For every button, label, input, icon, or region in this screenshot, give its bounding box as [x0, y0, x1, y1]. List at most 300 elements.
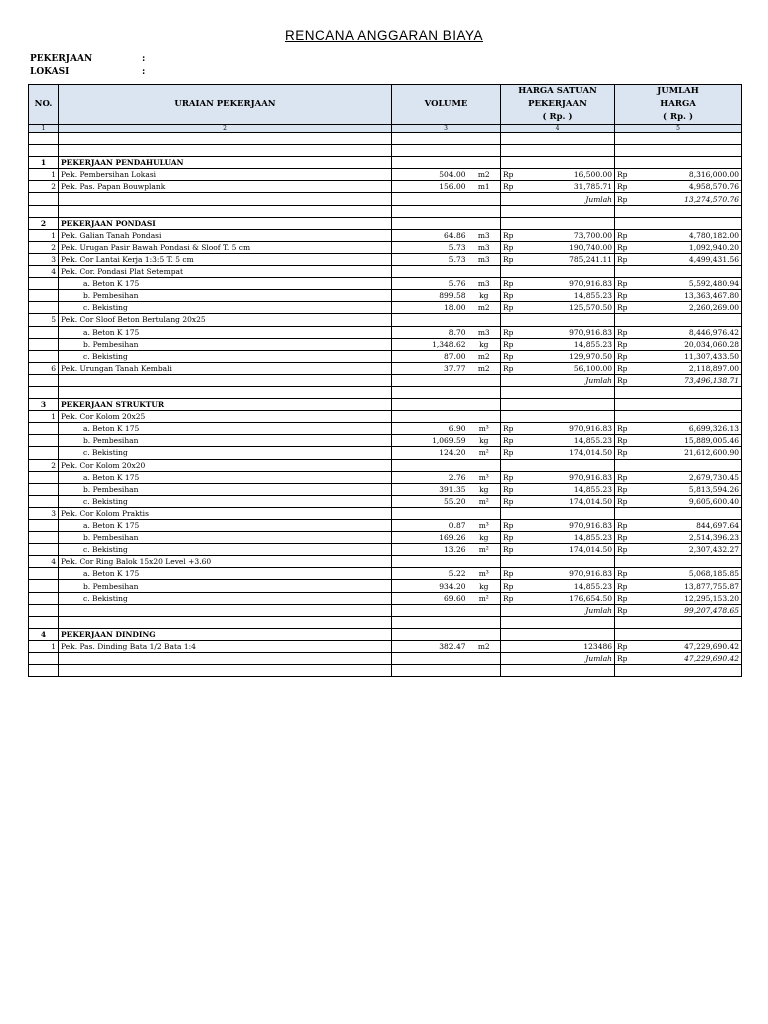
- empty-cell: [615, 157, 633, 169]
- item-volume: 1,069.59: [392, 435, 468, 447]
- item-unit: m²: [468, 592, 501, 604]
- currency-label: Rp: [615, 253, 633, 265]
- subtotal-row: [29, 374, 742, 386]
- item-description: Pek. Cor. Pondasi Plat Setempat: [59, 266, 392, 278]
- currency-label: Rp: [501, 181, 517, 193]
- unit-price: 970,916.83: [517, 326, 615, 338]
- empty-cell: [517, 616, 615, 628]
- item-number: [29, 338, 59, 350]
- total-price: 21,612,600.90: [633, 447, 742, 459]
- item-unit: m³: [468, 520, 501, 532]
- empty-cell: [59, 386, 392, 398]
- item-number: [29, 290, 59, 302]
- sub-item-row: [29, 471, 742, 483]
- item-number: [29, 592, 59, 604]
- item-unit: m²: [468, 495, 501, 507]
- empty-cell: [615, 205, 633, 217]
- blank-row: [29, 386, 742, 398]
- currency-label: Rp: [501, 338, 517, 350]
- item-unit: m³: [468, 568, 501, 580]
- item-description: Pek. Cor Sloof Beton Bertulang 20x25: [59, 314, 392, 326]
- currency-label: Rp: [615, 350, 633, 362]
- item-number: [29, 568, 59, 580]
- item-unit: kg: [468, 532, 501, 544]
- item-number: 3: [29, 253, 59, 265]
- currency-label: Rp: [615, 290, 633, 302]
- empty-cell: [633, 386, 742, 398]
- empty-cell: [633, 399, 742, 411]
- total-price: 13,877,755.87: [633, 580, 742, 592]
- item-volume: 18.00: [392, 302, 468, 314]
- total-price: 20,034,060.28: [633, 338, 742, 350]
- item-unit: m3: [468, 229, 501, 241]
- unit-price: 176,654.50: [517, 592, 615, 604]
- item-volume: 0.87: [392, 520, 468, 532]
- subtotal-value: 99,207,478.65: [633, 604, 742, 616]
- unit-price: [517, 266, 615, 278]
- empty-cell: [29, 145, 59, 157]
- item-volume: 382.47: [392, 640, 468, 652]
- item-description: Pek. Cor Kolom 20x25: [59, 411, 392, 423]
- item-unit: [468, 507, 501, 519]
- item-number: 3: [29, 507, 59, 519]
- currency-label: [501, 556, 517, 568]
- item-unit: m2: [468, 350, 501, 362]
- item-number: 1: [29, 229, 59, 241]
- empty-cell: [615, 399, 633, 411]
- empty-cell: [501, 157, 517, 169]
- empty-cell: [468, 133, 501, 145]
- blank-row: [29, 133, 742, 145]
- currency-label: Rp: [501, 471, 517, 483]
- item-row: [29, 640, 742, 652]
- currency-label: Rp: [501, 362, 517, 374]
- header-volume: VOLUME: [392, 85, 501, 125]
- empty-cell: [468, 145, 501, 157]
- item-unit: m3: [468, 326, 501, 338]
- item-number: [29, 326, 59, 338]
- sub-item-row: [29, 338, 742, 350]
- empty-cell: [517, 157, 615, 169]
- item-number: [29, 278, 59, 290]
- empty-cell: [633, 205, 742, 217]
- total-price: 2,118,897.00: [633, 362, 742, 374]
- item-unit: [468, 266, 501, 278]
- currency-label: Rp: [501, 495, 517, 507]
- item-volume: [392, 411, 468, 423]
- item-row: [29, 253, 742, 265]
- section-number: 4: [29, 628, 59, 640]
- item-volume: 55.20: [392, 495, 468, 507]
- item-description: a. Beton K 175: [59, 471, 392, 483]
- empty-cell: [468, 653, 501, 665]
- empty-cell: [615, 133, 633, 145]
- item-number: [29, 423, 59, 435]
- total-price: 4,780,182.00: [633, 229, 742, 241]
- currency-label: [615, 314, 633, 326]
- empty-cell: [59, 205, 392, 217]
- item-number: [29, 544, 59, 556]
- sub-item-row: [29, 278, 742, 290]
- column-number: 4: [501, 125, 615, 133]
- item-volume: 5.73: [392, 241, 468, 253]
- currency-label: Rp: [615, 604, 633, 616]
- unit-price: 16,500.00: [517, 169, 615, 181]
- empty-cell: [501, 374, 517, 386]
- item-row: [29, 314, 742, 326]
- item-row: [29, 229, 742, 241]
- column-number: 2: [59, 125, 392, 133]
- item-unit: kg: [468, 338, 501, 350]
- item-description: Pek. Cor Lantai Kerja 1:3:5 T. 5 cm: [59, 253, 392, 265]
- currency-label: Rp: [501, 241, 517, 253]
- currency-label: Rp: [615, 471, 633, 483]
- currency-label: Rp: [501, 423, 517, 435]
- empty-cell: [468, 616, 501, 628]
- sub-item-row: [29, 520, 742, 532]
- empty-cell: [392, 665, 468, 677]
- item-description: c. Bekisting: [59, 302, 392, 314]
- item-number: 5: [29, 314, 59, 326]
- currency-label: Rp: [615, 568, 633, 580]
- item-description: a. Beton K 175: [59, 520, 392, 532]
- section-title: PEKERJAAN PENDAHULUAN: [59, 157, 392, 169]
- item-volume: 5.73: [392, 253, 468, 265]
- total-price: 15,889,005.46: [633, 435, 742, 447]
- item-number: 6: [29, 362, 59, 374]
- empty-cell: [615, 145, 633, 157]
- empty-cell: [59, 604, 392, 616]
- total-price: 6,699,326.13: [633, 423, 742, 435]
- item-description: b. Pembesihan: [59, 435, 392, 447]
- item-unit: m³: [468, 423, 501, 435]
- item-number: [29, 483, 59, 495]
- empty-cell: [29, 665, 59, 677]
- item-row: [29, 507, 742, 519]
- empty-cell: [59, 653, 392, 665]
- currency-label: Rp: [615, 326, 633, 338]
- item-description: c. Bekisting: [59, 350, 392, 362]
- sub-item-row: [29, 326, 742, 338]
- item-number: 4: [29, 556, 59, 568]
- sub-item-row: [29, 532, 742, 544]
- total-price: [633, 556, 742, 568]
- section-title: PEKERJAAN STRUKTUR: [59, 399, 392, 411]
- sub-item-row: [29, 568, 742, 580]
- sub-item-row: [29, 580, 742, 592]
- empty-cell: [501, 133, 517, 145]
- sub-item-row: [29, 350, 742, 362]
- currency-label: [501, 411, 517, 423]
- item-description: b. Pembesihan: [59, 290, 392, 302]
- item-volume: [392, 314, 468, 326]
- item-number: 1: [29, 169, 59, 181]
- item-description: b. Pembesihan: [59, 483, 392, 495]
- unit-price: 56,100.00: [517, 362, 615, 374]
- item-volume: 156.00: [392, 181, 468, 193]
- currency-label: [615, 556, 633, 568]
- item-description: b. Pembesihan: [59, 580, 392, 592]
- item-unit: m3: [468, 241, 501, 253]
- empty-cell: [392, 157, 468, 169]
- blank-row: [29, 205, 742, 217]
- empty-cell: [517, 665, 615, 677]
- item-unit: m2: [468, 302, 501, 314]
- column-number: 5: [615, 125, 742, 133]
- currency-label: Rp: [615, 374, 633, 386]
- sub-item-row: [29, 302, 742, 314]
- unit-price: 970,916.83: [517, 520, 615, 532]
- total-price: 11,307,433.50: [633, 350, 742, 362]
- empty-cell: [615, 386, 633, 398]
- item-description: c. Bekisting: [59, 495, 392, 507]
- item-row: [29, 181, 742, 193]
- empty-cell: [392, 193, 468, 205]
- item-description: Pek. Cor Kolom Praktis: [59, 507, 392, 519]
- currency-label: [501, 640, 517, 652]
- total-price: [633, 314, 742, 326]
- header-jumlah-harga: [615, 85, 742, 125]
- empty-cell: [633, 665, 742, 677]
- empty-cell: [501, 399, 517, 411]
- section-row: [29, 157, 742, 169]
- currency-label: [615, 459, 633, 471]
- item-volume: [392, 556, 468, 568]
- unit-price: 14,855.23: [517, 435, 615, 447]
- header-harga-line-3: ( Rp. ): [542, 112, 573, 122]
- item-description: Pek. Galian Tanah Pondasi: [59, 229, 392, 241]
- empty-cell: [29, 653, 59, 665]
- unit-price: 174,014.50: [517, 447, 615, 459]
- currency-label: Rp: [615, 193, 633, 205]
- empty-cell: [468, 399, 501, 411]
- total-price: 2,307,432.27: [633, 544, 742, 556]
- item-volume: 37.77: [392, 362, 468, 374]
- item-unit: m3: [468, 253, 501, 265]
- column-number: 1: [29, 125, 59, 133]
- currency-label: Rp: [615, 241, 633, 253]
- empty-cell: [468, 628, 501, 640]
- item-description: a. Beton K 175: [59, 326, 392, 338]
- currency-label: [615, 411, 633, 423]
- empty-cell: [29, 205, 59, 217]
- empty-cell: [59, 193, 392, 205]
- empty-cell: [392, 374, 468, 386]
- empty-cell: [517, 217, 615, 229]
- currency-label: Rp: [615, 181, 633, 193]
- total-price: 13,363,467.80: [633, 290, 742, 302]
- empty-cell: [468, 604, 501, 616]
- item-number: 2: [29, 181, 59, 193]
- empty-cell: [59, 374, 392, 386]
- item-description: a. Beton K 175: [59, 423, 392, 435]
- meta-pekerjaan-label: PEKERJAAN: [30, 54, 93, 64]
- unit-price: 970,916.83: [517, 423, 615, 435]
- item-description: c. Bekisting: [59, 447, 392, 459]
- meta-lokasi-sep: :: [142, 67, 146, 77]
- currency-label: [501, 266, 517, 278]
- empty-cell: [517, 399, 615, 411]
- section-row: [29, 217, 742, 229]
- unit-price: [517, 556, 615, 568]
- empty-cell: [517, 205, 615, 217]
- subtotal-value: 13,274,570.76: [633, 193, 742, 205]
- total-price: 12,295,153.20: [633, 592, 742, 604]
- item-number: [29, 435, 59, 447]
- section-row: [29, 628, 742, 640]
- empty-cell: [59, 665, 392, 677]
- sub-item-row: [29, 495, 742, 507]
- empty-cell: [29, 374, 59, 386]
- item-row: [29, 459, 742, 471]
- empty-cell: [392, 399, 468, 411]
- empty-cell: [392, 133, 468, 145]
- item-unit: m1: [468, 181, 501, 193]
- item-volume: 124.20: [392, 447, 468, 459]
- sub-item-row: [29, 592, 742, 604]
- item-description: Pek. Pas. Dinding Bata 1/2 Bata 1:4: [59, 640, 392, 652]
- item-description: b. Pembesihan: [59, 532, 392, 544]
- column-number: 3: [392, 125, 501, 133]
- item-number: 2: [29, 241, 59, 253]
- item-number: [29, 532, 59, 544]
- meta-lokasi-label: LOKASI: [30, 67, 70, 77]
- empty-cell: [615, 665, 633, 677]
- currency-label: Rp: [501, 568, 517, 580]
- item-unit: m3: [468, 278, 501, 290]
- total-price: 47,229,690.42: [633, 640, 742, 652]
- total-price: [633, 266, 742, 278]
- item-description: Pek. Urugan Pasir Bawah Pondasi & Sloof T. 5 cm: [59, 241, 392, 253]
- item-volume: 504.00: [392, 169, 468, 181]
- empty-cell: [501, 653, 517, 665]
- header-jumlah-line-2: HARGA: [660, 99, 696, 109]
- empty-cell: [501, 386, 517, 398]
- subtotal-row: [29, 653, 742, 665]
- item-description: a. Beton K 175: [59, 568, 392, 580]
- item-unit: kg: [468, 483, 501, 495]
- section-row: [29, 399, 742, 411]
- currency-label: Rp: [615, 302, 633, 314]
- currency-label: Rp: [501, 302, 517, 314]
- empty-cell: [633, 133, 742, 145]
- currency-label: [501, 507, 517, 519]
- currency-label: Rp: [501, 278, 517, 290]
- item-volume: 5.76: [392, 278, 468, 290]
- unit-price: 174,014.50: [517, 544, 615, 556]
- unit-price: 970,916.83: [517, 471, 615, 483]
- item-number: [29, 447, 59, 459]
- item-volume: 391.35: [392, 483, 468, 495]
- meta-lokasi: [30, 67, 145, 77]
- total-price: 2,260,269.00: [633, 302, 742, 314]
- empty-cell: [29, 386, 59, 398]
- header-harga-satuan: [501, 85, 615, 125]
- item-number: [29, 302, 59, 314]
- currency-label: Rp: [501, 326, 517, 338]
- currency-label: Rp: [501, 532, 517, 544]
- item-volume: 8.70: [392, 326, 468, 338]
- empty-cell: [517, 386, 615, 398]
- currency-label: Rp: [615, 483, 633, 495]
- item-description: Pek. Pembersihan Lokasi: [59, 169, 392, 181]
- currency-label: [501, 459, 517, 471]
- document-title: RENCANA ANGGARAN BIAYA: [284, 28, 484, 43]
- subtotal-label: Jumlah: [517, 653, 615, 665]
- currency-label: Rp: [501, 435, 517, 447]
- total-price: 5,592,480.94: [633, 278, 742, 290]
- total-price: 5,813,594.26: [633, 483, 742, 495]
- item-description: c. Bekisting: [59, 544, 392, 556]
- header-harga-line-2: PEKERJAAN: [528, 99, 587, 109]
- subtotal-row: [29, 604, 742, 616]
- total-price: 9,605,600.40: [633, 495, 742, 507]
- total-price: [633, 459, 742, 471]
- empty-cell: [392, 653, 468, 665]
- empty-cell: [392, 616, 468, 628]
- item-number: 2: [29, 459, 59, 471]
- empty-cell: [615, 616, 633, 628]
- total-price: 2,679,730.45: [633, 471, 742, 483]
- currency-label: [501, 314, 517, 326]
- item-volume: 899.58: [392, 290, 468, 302]
- item-volume: 87.00: [392, 350, 468, 362]
- item-unit: [468, 411, 501, 423]
- section-title: PEKERJAAN PONDASI: [59, 217, 392, 229]
- empty-cell: [392, 205, 468, 217]
- unit-price: 14,855.23: [517, 338, 615, 350]
- currency-label: Rp: [501, 592, 517, 604]
- unit-price: [517, 459, 615, 471]
- empty-cell: [29, 133, 59, 145]
- empty-cell: [59, 133, 392, 145]
- unit-price: 190,740.00: [517, 241, 615, 253]
- empty-cell: [468, 217, 501, 229]
- empty-cell: [29, 616, 59, 628]
- item-volume: 169.26: [392, 532, 468, 544]
- subtotal-row: [29, 193, 742, 205]
- header-harga-line-1: HARGA SATUAN: [518, 86, 597, 96]
- item-number: 1: [29, 411, 59, 423]
- item-description: b. Pembesihan: [59, 338, 392, 350]
- currency-label: Rp: [615, 532, 633, 544]
- unit-price: [517, 314, 615, 326]
- subtotal-value: 73,496,138.71: [633, 374, 742, 386]
- item-unit: kg: [468, 290, 501, 302]
- empty-cell: [501, 205, 517, 217]
- total-price: [633, 411, 742, 423]
- item-unit: m²: [468, 544, 501, 556]
- item-volume: [392, 507, 468, 519]
- item-volume: 69.60: [392, 592, 468, 604]
- unit-price: 125,570.50: [517, 302, 615, 314]
- item-number: [29, 520, 59, 532]
- meta-pekerjaan: [30, 54, 145, 64]
- item-row: [29, 241, 742, 253]
- meta-pekerjaan-sep: :: [142, 54, 146, 64]
- item-number: [29, 495, 59, 507]
- currency-label: Rp: [501, 520, 517, 532]
- currency-label: Rp: [615, 338, 633, 350]
- unit-price: 14,855.23: [517, 290, 615, 302]
- currency-label: [615, 266, 633, 278]
- currency-label: Rp: [501, 580, 517, 592]
- empty-cell: [501, 217, 517, 229]
- item-row: [29, 556, 742, 568]
- subtotal-label: Jumlah: [517, 374, 615, 386]
- empty-cell: [501, 604, 517, 616]
- empty-cell: [501, 665, 517, 677]
